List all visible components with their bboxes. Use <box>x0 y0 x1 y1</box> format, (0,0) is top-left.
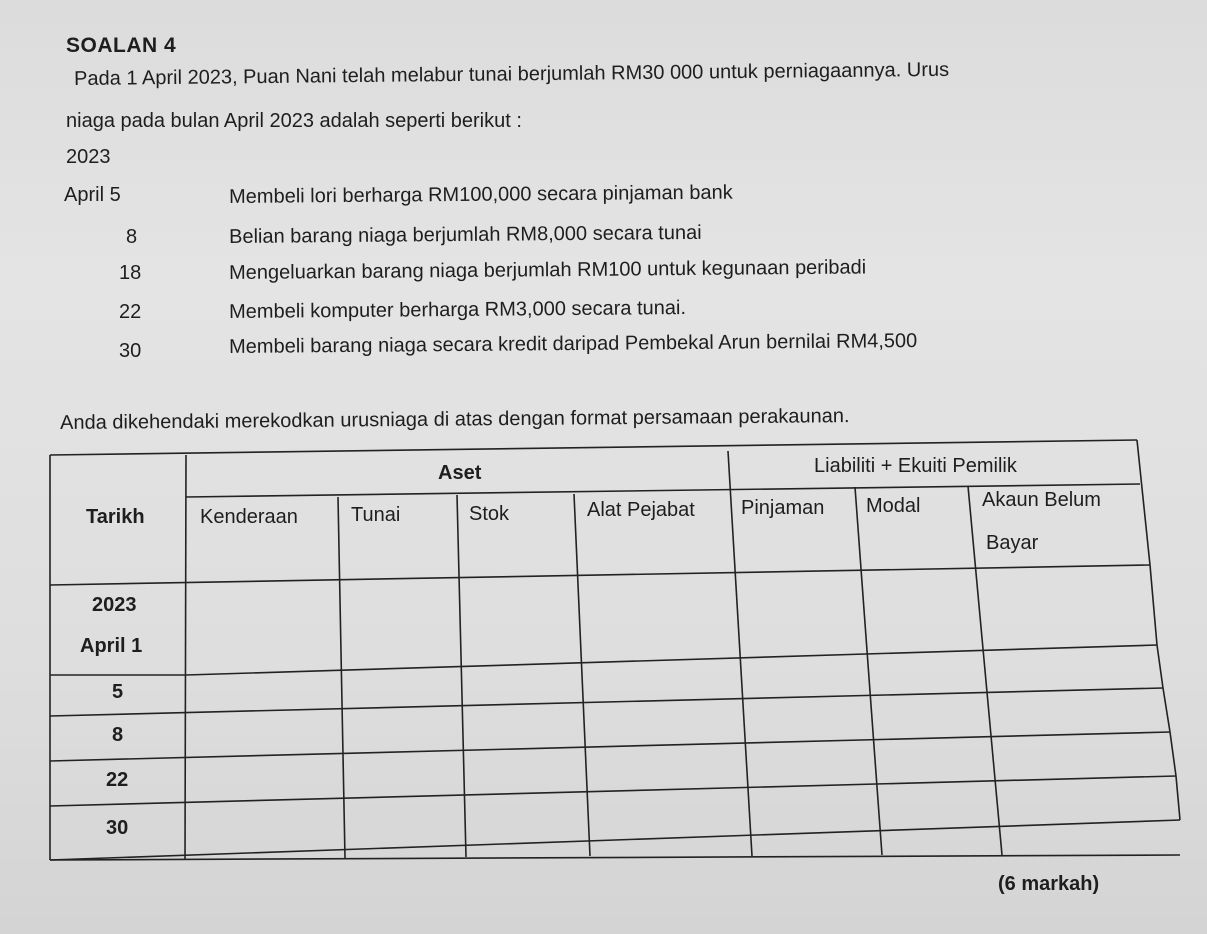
row-divider <box>50 688 1163 716</box>
table-right-border-upper <box>1137 440 1150 565</box>
row-date-label: 22 <box>106 769 129 791</box>
table-right-border <box>1157 645 1163 688</box>
row-date-label: April 1 <box>80 635 143 657</box>
column-header-accounts-payable-line2: Bayar <box>986 532 1039 554</box>
table-bottom-border <box>50 855 1180 860</box>
marks-label: (6 markah) <box>998 873 1100 895</box>
transaction-date: 22 <box>119 301 142 323</box>
question-title: SOALAN 4 <box>66 34 177 57</box>
transactions-year: 2023 <box>66 146 111 168</box>
transaction-date: 30 <box>119 340 142 362</box>
column-divider <box>457 495 466 857</box>
row-date-label: 30 <box>106 817 129 839</box>
table-right-border <box>1176 776 1180 820</box>
column-header-loan: Pinjaman <box>741 497 825 519</box>
table-right-border <box>1170 732 1176 776</box>
row-divider <box>186 645 1157 675</box>
group-header-assets: Aset <box>438 462 482 484</box>
column-divider <box>855 487 882 855</box>
column-header-cash: Tunai <box>351 504 401 526</box>
question-intro-line-2: niaga pada bulan April 2023 adalah seperti berikut : <box>66 110 522 132</box>
group-header-liabilities-equity: Liabiliti + Ekuiti Pemilik <box>814 455 1017 477</box>
row-divider <box>50 776 1176 806</box>
column-header-office-equipment: Alat Pejabat <box>587 499 695 521</box>
question-intro-line-1: Pada 1 April 2023, Puan Nani telah melabur tunai berjumlah RM30 000 untuk perniagaannya. Urus <box>74 58 950 90</box>
row-divider <box>50 732 1170 761</box>
header-bottom-line <box>50 565 1150 585</box>
transaction-date: 8 <box>126 226 138 248</box>
transaction-date: 18 <box>119 262 142 284</box>
instruction-text: Anda dikehendaki merekodkan urusniaga di atas dengan format persamaan perakaunan. <box>60 405 850 434</box>
table-right-border <box>1150 565 1157 645</box>
transaction-date: April 5 <box>64 184 121 206</box>
transaction-description: Belian barang niaga berjumlah RM8,000 secara tunai <box>229 221 702 248</box>
row-divider <box>50 820 1180 860</box>
table-top-border <box>50 440 1137 455</box>
row-date-year: 2023 <box>92 594 137 616</box>
row-date-label: 8 <box>112 724 124 746</box>
transaction-description: Membeli komputer berharga RM3,000 secara tunai. <box>229 297 687 323</box>
column-divider <box>338 497 345 858</box>
column-divider <box>574 494 590 856</box>
row-date-label: 5 <box>112 681 124 703</box>
transaction-description: Membeli barang niaga secara kredit daripad Pembekal Arun bernilai RM4,500 <box>229 329 918 358</box>
column-header-date: Tarikh <box>86 506 145 528</box>
column-header-accounts-payable: Akaun Belum <box>982 489 1101 511</box>
column-divider <box>185 455 186 860</box>
transaction-description: Mengeluarkan barang niaga berjumlah RM100 untuk kegunaan peribadi <box>229 256 867 284</box>
table-right-border <box>1163 688 1170 732</box>
column-header-vehicles: Kenderaan <box>200 506 298 528</box>
transaction-description: Membeli lori berharga RM100,000 secara pinjaman bank <box>229 181 733 208</box>
column-header-capital: Modal <box>866 495 921 517</box>
column-header-stock: Stok <box>469 503 510 525</box>
